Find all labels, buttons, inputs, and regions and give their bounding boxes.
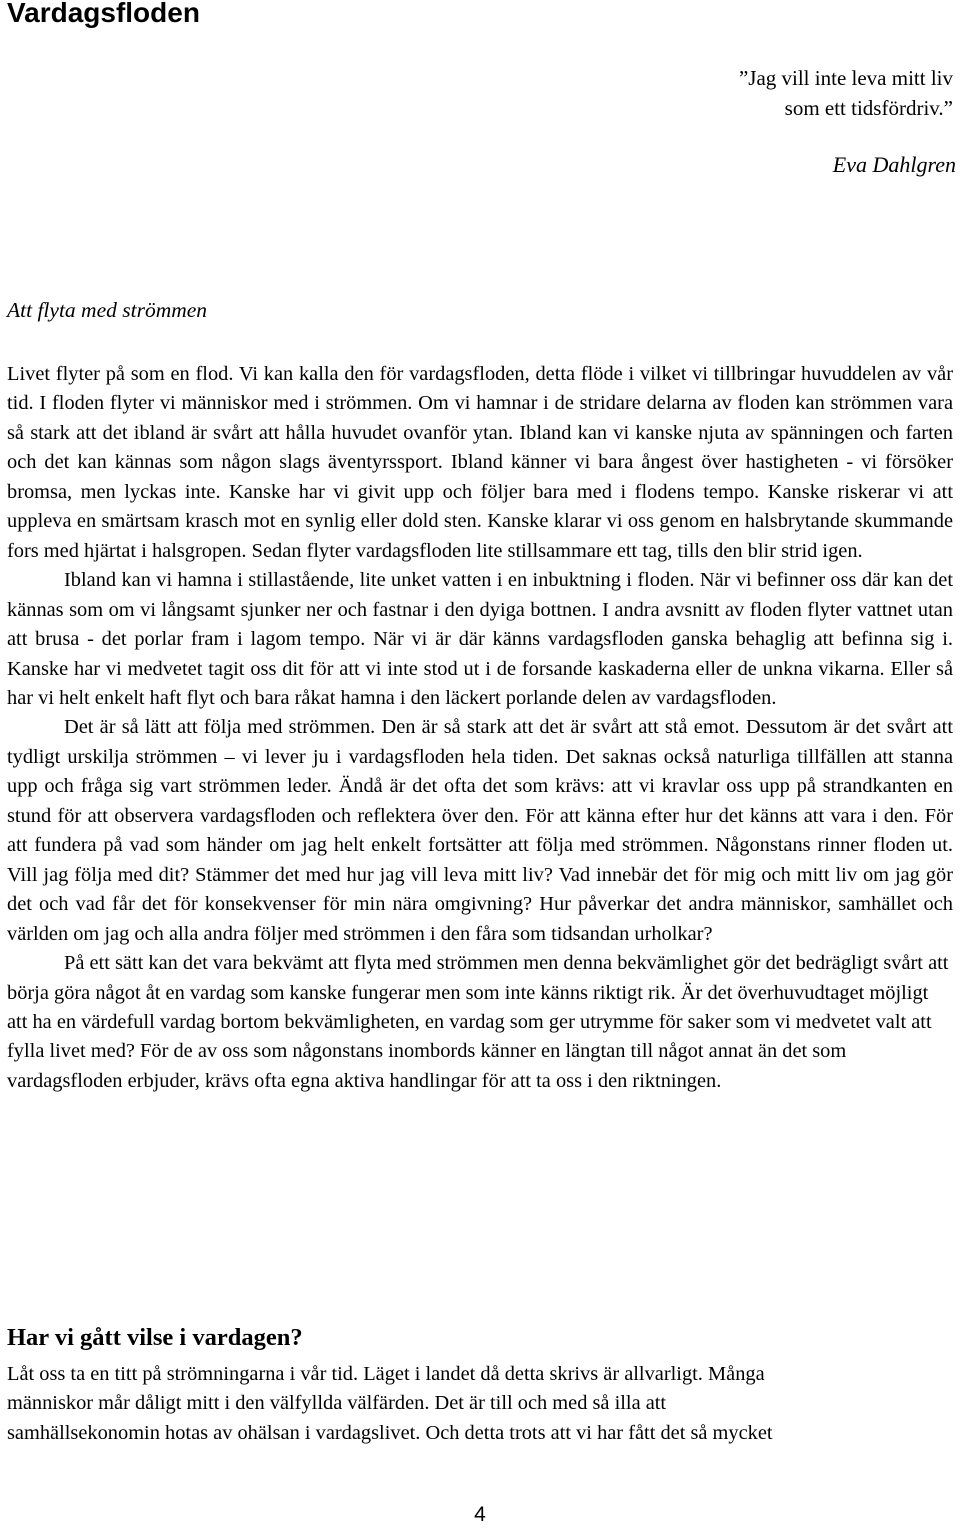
section-2-text [7,1360,953,1448]
section-2-line-3: samhällsekonomin hotas av ohälsan i vardagslivet. Och detta trots att vi har fått det så mycket [7,1421,773,1444]
body-text [7,360,953,1096]
epigraph-line-1: ”Jag vill inte leva mitt liv [738,66,953,90]
epigraph-author: Eva Dahlgren [832,152,956,177]
paragraph-1: Livet flyter på som en flod. Vi kan kalla den för vardagsfloden, detta flöde i vilket vi tillbringar huvuddelen av vår tid. I floden flyter vi människor med i strömmen. Om vi hamnar i de stridare delarna av floden kan strömmen vara så stark att det ibland är svårt att hålla huvudet ovanför ytan. Ibland kan vi kanske njuta av spänningen och farten och det kan kännas som någon slags äventyrssport. Ibland känner vi bara ångest över hastigheten - vi försöker bromsa, men lyckas inte. Kanske har vi givit upp och följer bara med i flodens tempo. Kanske riskerar vi att uppleva en smärtsam krasch mot en synlig eller dold sten. Kanske klarar vi oss genom en halsbrytande skummande fors med hjärtat i halsgropen. Sedan flyter vardagsfloden lite stillsammare ett tag, tills den blir strid igen. [7,363,953,562]
paragraph-3: Det är så lätt att följa med strömmen. Den är så stark att det är svårt att stå emot. Dessutom är det svårt att tydligt urskilja strömmen – vi lever ju i vardagsfloden hela tiden. Det saknas också naturliga tillfällen att stanna upp och fråga sig vart strömmen leder. Ändå är det ofta det som krävs: att vi kravlar oss upp på strandkanten en stund för att observera vardagsfloden och reflektera över den. För att känna efter hur det känns att vara i den. För att fundera på vad som händer om jag helt enkelt fortsätter att följa med strömmen. Någonstans rinner floden ut. Vill jag följa med dit? Stämmer det med hur jag vill leva mitt liv? Vad innebär det för mig och mitt liv om jag gör det och vad får det för konsekvenser för min nära omgivning? Hur påverkar det andra människor, samhället och världen om jag och alla andra följer med strömmen i den fåra som tidsandan urholkar? [7,716,953,945]
epigraph-quote [533,63,953,123]
paragraph-2: Ibland kan vi hamna i stillastående, lite unket vatten i en inbuktning i floden. När vi befinner oss där kan det kännas som om vi långsamt sjunker ner och fastnar i den dyiga bottnen. I andra avsnitt av floden flyter vattnet utan att brusa - det porlar fram i lagom tempo. När vi är där känns vardagsfloden ganska behaglig att befinna sig i. Kanske har vi medvetet tagit oss dit för att vi inte stod ut i de forsande kaskaderna eller de unkna vikarna. Eller så har vi helt enkelt haft flyt och bara råkat hamna i den läckert porlande delen av vardagsfloden. [7,569,953,709]
document-title: Vardagsfloden [7,0,200,28]
section-2-line-2: människor mår dåligt mitt i den välfyllda välfärden. Det är till och med så illa att [7,1392,667,1415]
page-number: 4 [474,1503,486,1526]
section-2-line-1: Låt oss ta en titt på strömningarna i vår tid. Läget i landet då detta skrivs är allvarligt. Många [7,1363,765,1385]
section-heading: Har vi gått vilse i vardagen? [7,1324,303,1351]
section-subheading: Att flyta med strömmen [7,298,208,322]
paragraph-4: På ett sätt kan det vara bekvämt att flyta med strömmen men denna bekvämlighet gör det bedrägligt svårt att börja göra något åt en vardag som kanske fungerar men som inte känns riktigt rik. Är det överhuvudtaget möjligt att ha en värdefull vardag bortom bekvämligheten, en vardag som ger utrymme för saker som vi medvetet valt att fylla livet med? För de av oss som någonstans inombords känner en längtan till något annat än det som vardagsfloden erbjuder, krävs ofta egna aktiva handlingar för att ta oss i den riktningen. [7,952,949,1092]
epigraph-line-2: som ett tidsfördriv.” [784,96,953,120]
